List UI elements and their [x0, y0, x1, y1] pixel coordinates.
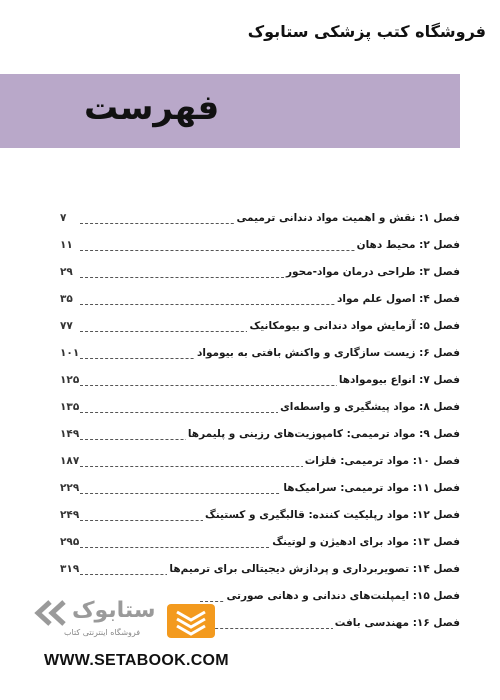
contents-title: فهرست: [84, 88, 220, 128]
toc-entry[interactable]: [60, 235, 460, 255]
store-title: فروشگاه کتب پزشکی ستابوک: [247, 22, 486, 41]
toc-chapter-title: فصل ۱۵: ایمپلنت‌های دندانی و دهانی صورتی: [226, 590, 460, 602]
toc-page-number: ۲۲۹: [60, 482, 80, 494]
book-stack-icon: [165, 602, 217, 640]
toc-entry[interactable]: [60, 397, 460, 417]
toc-chapter-title: فصل ۵: آزمایش مواد دندانی و بیومکانیک: [249, 320, 460, 332]
toc-chapter-title: فصل ۱۴: تصویربرداری و پردازش دیجیتالی برای ترمیم‌ها: [169, 563, 460, 575]
toc-chapter-title: فصل ۱۳: مواد برای ادهیژن و لوتینگ: [272, 536, 460, 548]
toc-entry[interactable]: [60, 424, 460, 444]
toc-entry[interactable]: [60, 208, 460, 228]
toc-chapter-title: فصل ۱۶: مهندسی بافت: [334, 617, 460, 629]
website-url[interactable]: WWW.SETABOOK.COM: [44, 652, 229, 669]
toc-page-number: ۱۸۷: [60, 455, 80, 467]
logo-wordmark: ستابوک: [72, 598, 156, 623]
contents-banner: [0, 74, 460, 148]
toc-page-number: ۳۱۹: [60, 563, 80, 575]
toc-page-number: ۱۰۱: [60, 347, 80, 359]
toc-entry[interactable]: [60, 559, 460, 579]
toc-page-number: ۱۳۵: [60, 401, 80, 413]
toc-entry[interactable]: [60, 478, 460, 498]
toc-page-number: ۲۹۵: [60, 536, 80, 548]
toc-chapter-title: فصل ۱۱: مواد ترمیمی: سرامیک‌ها: [283, 482, 460, 494]
chevrons-icon: [30, 600, 70, 626]
toc-chapter-title: فصل ۲: محیط دهان: [356, 239, 460, 251]
toc-chapter-title: فصل ۴: اصول علم مواد: [336, 293, 460, 305]
toc-chapter-title: فصل ۳: طراحی درمان مواد-محور: [285, 266, 460, 278]
toc-page-number: ۱۱: [60, 239, 73, 251]
toc-entry[interactable]: [60, 532, 460, 552]
toc-chapter-title: فصل ۶: زیست سازگاری و واکنش بافتی به بیومواد: [196, 347, 460, 359]
toc-chapter-title: فصل ۱۰: مواد ترمیمی: فلزات: [304, 455, 460, 467]
toc-page-number: ۷: [60, 212, 67, 224]
toc-page-number: ۳۵: [60, 293, 73, 305]
toc-chapter-title: فصل ۷: انواع بیومواد‌ها: [338, 374, 460, 386]
toc-chapter-title: فصل ۱: نقش و اهمیت مواد دندانی ترمیمی: [236, 212, 460, 224]
toc-page-number: ۲۹: [60, 266, 73, 278]
toc-entry[interactable]: [60, 451, 460, 471]
toc-entry[interactable]: [60, 316, 460, 336]
toc-entry[interactable]: [60, 370, 460, 390]
toc-chapter-title: فصل ۹: مواد ترمیمی: کامپوزیت‌های رزینی و پلیمرها: [187, 428, 460, 440]
logo-tagline: فروشگاه اینترنتی کتاب: [64, 628, 141, 637]
toc-page-number: ۱۴۹: [60, 428, 80, 440]
toc-page-number: ۷۷: [60, 320, 73, 332]
toc-entry[interactable]: [60, 262, 460, 282]
toc-page-number: ۲۴۹: [60, 509, 80, 521]
toc-entry[interactable]: [60, 343, 460, 363]
toc-chapter-title: فصل ۱۲: مواد رپلیکیت کننده: قالبگیری و کستینگ: [204, 509, 460, 521]
toc-entry[interactable]: [60, 505, 460, 525]
toc-page-number: ۱۲۵: [60, 374, 80, 386]
toc-entry[interactable]: [60, 289, 460, 309]
toc-chapter-title: فصل ۸: مواد پیشگیری و واسطه‌ای: [280, 401, 460, 413]
